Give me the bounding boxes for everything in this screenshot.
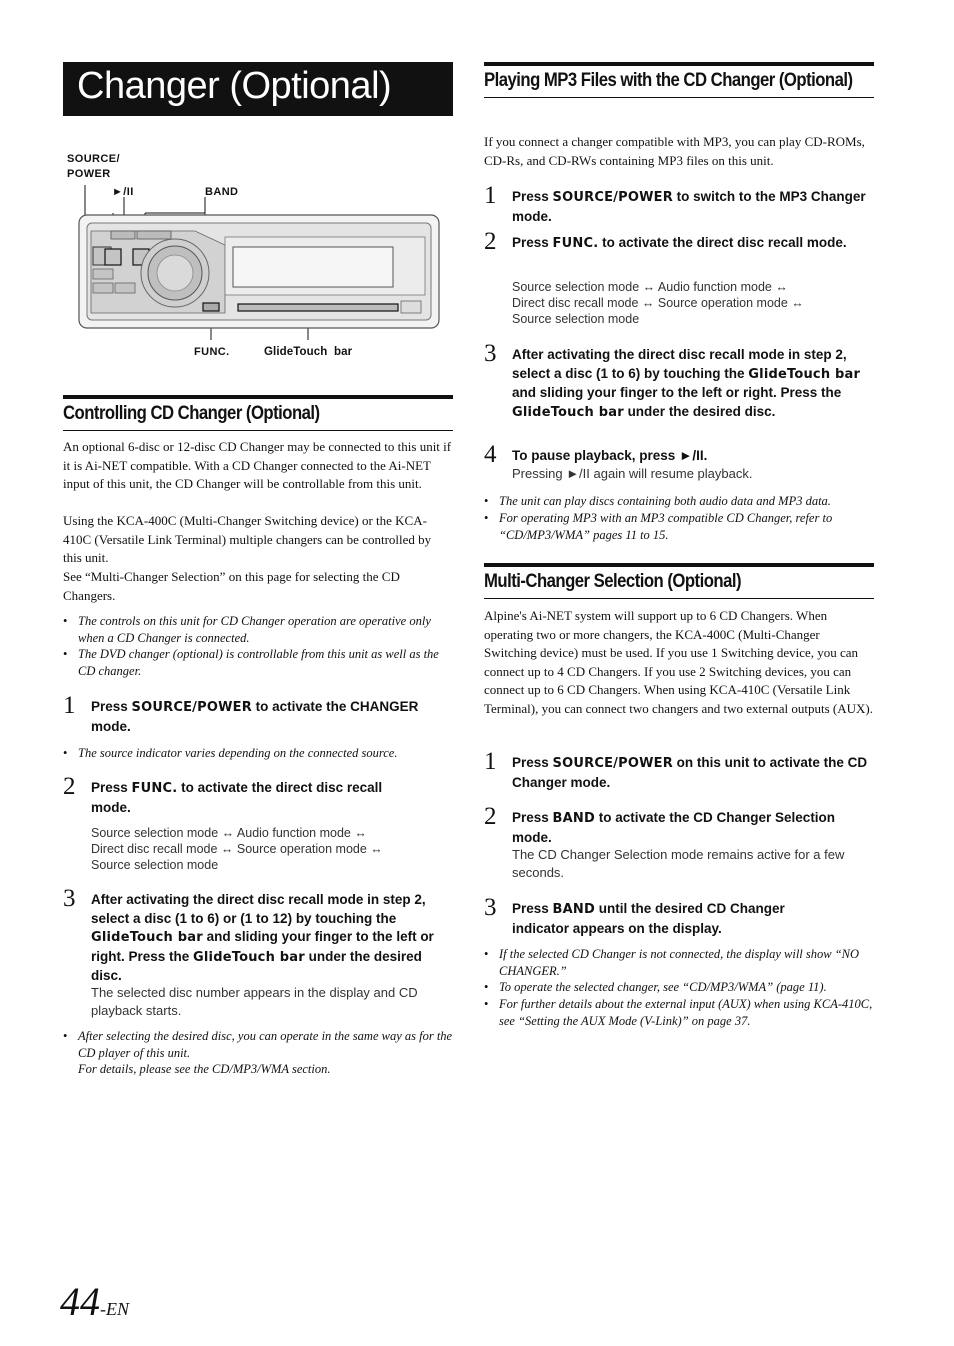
step-number: 4 <box>484 441 497 468</box>
step-text: After activating the direct disc recall mode in step 2, select a disc (1 to 6) by touching the GlideTouch bar and sliding your finger to the left or right. Press the GlideTouch bar under the desired disc. <box>512 347 861 420</box>
paragraph: An optional 6-disc or 12-disc CD Changer may be connected to this unit if it is Ai-NET compatible. With a CD Changer connected to the Ai-NET input of this unit, the CD Changer will be controllable from this unit. <box>63 439 452 491</box>
step-1 <box>484 182 874 228</box>
step-3 <box>484 340 874 446</box>
section-heading-playing-mp3: Playing MP3 Files with the CD Changer (Optional) <box>484 62 874 98</box>
step-text: Press SOURCE/POWER on this unit to activate the CD Changer mode. <box>512 755 868 790</box>
section-heading-controlling-cd-changer: Controlling CD Changer (Optional) <box>63 395 453 431</box>
step-number: 2 <box>484 228 497 255</box>
step-result: The CD Changer Selection mode remains active for a few seconds. <box>512 847 845 880</box>
step-3 <box>484 894 874 940</box>
step-number: 3 <box>484 894 497 921</box>
step-4 <box>484 441 874 487</box>
note-bullet: • For operating MP3 with an MP3 compatible CD Changer, refer to “CD/MP3/WMA” pages 11 to 15. <box>483 510 875 543</box>
step-text: Press BAND to activate the CD Changer Selection mode. <box>512 810 836 845</box>
label-glidetouch-bar: GlideTouch bar <box>264 346 353 358</box>
head-unit-diagram <box>75 185 445 345</box>
step-number: 1 <box>484 182 497 209</box>
note-bullet: • To operate the selected changer, see “CD/MP3/WMA” (page 11). <box>483 979 891 996</box>
step-2 <box>484 803 874 889</box>
step-text: After activating the direct disc recall mode in step 2, select a disc (1 to 6) or (1 to 12) by touching the GlideTouch bar and sliding your finger to the left or right. Press the GlideTouch bar under the desired disc. <box>91 892 434 983</box>
mode-cycle: Source selection mode ↔ Audio function mode ↔ Direct disc recall mode ↔ Source operation mode ↔ Source selection mode <box>512 280 804 326</box>
section-heading-multi-changer: Multi-Changer Selection (Optional) <box>484 563 874 599</box>
step-text: Press SOURCE/POWER to switch to the MP3 Changer mode. <box>512 189 866 224</box>
note-bullet: • The DVD changer (optional) is controllable from this unit as well as the CD changer. <box>62 646 454 679</box>
step-number: 3 <box>484 340 497 367</box>
label-func: FUNC. <box>194 346 230 358</box>
mode-cycle: Source selection mode ↔ Audio function mode ↔ Direct disc recall mode ↔ Source operation mode ↔ Source selection mode <box>91 826 383 872</box>
paragraph: Using the KCA-400C (Multi-Changer Switching device) or the KCA-410C (Versatile Link Terminal) multiple changers can be controlled by this unit. <box>63 513 432 565</box>
note-bullet: • After selecting the desired disc, you can operate in the same way as for the CD player of this unit. For details, please see the CD/MP3/WMA section. <box>62 1028 470 1078</box>
note-bullet: • The unit can play discs containing both audio data and MP3 data. <box>483 493 891 510</box>
step-2 <box>484 228 874 334</box>
note-bullet: • The source indicator varies depending on the connected source. <box>62 745 454 762</box>
step-text: Press BAND until the desired CD Changer indicator appears on the display. <box>512 901 785 936</box>
step-number: 1 <box>484 748 497 775</box>
step-1 <box>484 748 874 794</box>
step-result: The selected disc number appears in the display and CD playback starts. <box>91 985 418 1018</box>
step-3 <box>63 885 453 1031</box>
page-number: 44-EN <box>60 1279 129 1324</box>
page-title-bar <box>63 62 453 116</box>
step-number: 3 <box>63 885 76 912</box>
step-text: To pause playback, press ►/II. <box>512 448 708 463</box>
label-play-pause: ►/II <box>112 186 134 198</box>
step-text: Press SOURCE/POWER to activate the CHANGER mode. <box>91 699 419 734</box>
paragraph: If you connect a changer compatible with MP3, you can play CD-ROMs, CD-Rs, and CD-RWs containing MP3 files on this unit. <box>484 134 865 168</box>
step-number: 1 <box>63 692 76 719</box>
page-title: Changer (Optional) <box>77 65 392 107</box>
step-2 <box>63 773 453 879</box>
note-bullet: • The controls on this unit for CD Changer operation are operative only when a CD Changer is connected. <box>62 613 454 646</box>
step-text: Press FUNC. to activate the direct disc recall mode. <box>91 780 383 815</box>
step-number: 2 <box>63 773 76 800</box>
label-source-power: SOURCE/ POWER <box>67 153 120 180</box>
note-bullet: • If the selected CD Changer is not connected, the display will show “NO CHANGER.” <box>483 946 891 979</box>
label-band: BAND <box>205 186 239 198</box>
step-number: 2 <box>484 803 497 830</box>
note-bullet: • For further details about the external input (AUX) when using KCA-410C, see “Setting the AUX Mode (V-Link)” on page 37. <box>483 996 875 1029</box>
paragraph: Alpine's Ai-NET system will support up to 6 CD Changers. When operating two or more changers, the KCA-400C (Multi-Changer Switching device) must be used. If you use 1 Switching device, you can connect up to 4 CD Changers. If you use 2 Switching devices, you can connect up to 6 CD Changers. When using KCA-410C (Versatile Link Terminal), you can connect two changers and two external outputs (AUX). <box>484 608 873 716</box>
paragraph: See “Multi-Changer Selection” on this page for selecting the CD Changers. <box>63 569 400 603</box>
step-1 <box>63 692 453 778</box>
step-result: Pressing ►/II again will resume playback. <box>512 466 753 481</box>
step-text: Press FUNC. to activate the direct disc recall mode. <box>512 235 847 251</box>
